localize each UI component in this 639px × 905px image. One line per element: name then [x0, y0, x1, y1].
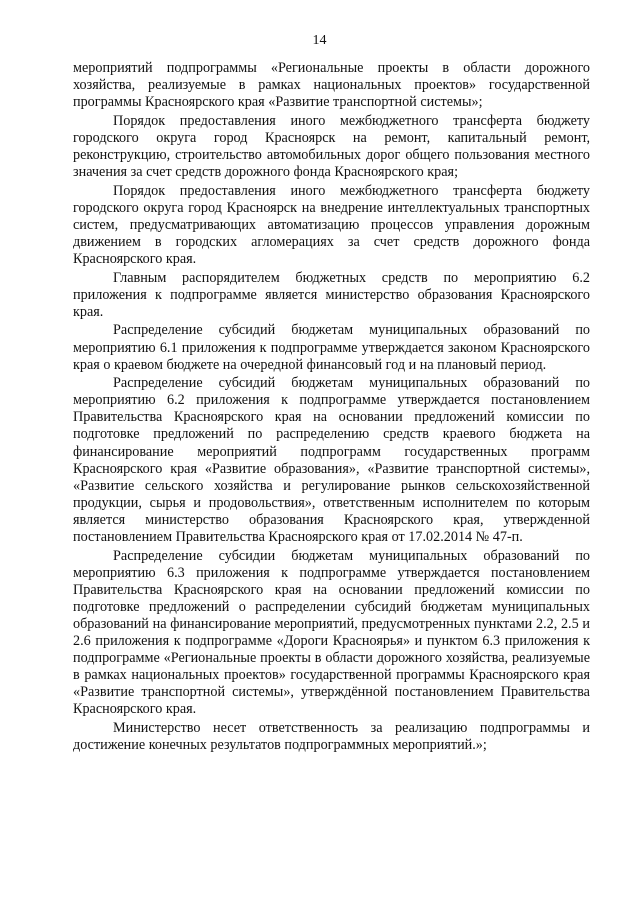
page-number: 14 — [312, 33, 327, 48]
paragraph-subsidy-distribution-6-2: Распределение субсидий бюджетам муниципальных образований по мероприятию 6.2 приложения к подпрограмме утверждается постановлением Правительства Красноярского края на основании предложений комиссии по подготовке предложений по распределению средств краевого бюджета на финансирование мероприятий подпрограмм государственных программ Красноярского края «Развитие образования», «Развитие транспортной системы», «Развитие сельского хозяйства и регулирование рынков сельскохозяйственной продукции, сырья и продовольствия», ответственным исполнителем по которым является министерство образования Красноярского края, утвержденной постановлением Правительства Красноярского края от 17.02.2014 № 47-п. — [73, 375, 590, 546]
document-body — [73, 60, 590, 754]
paragraph-ministry-responsibility: Министерство несет ответственность за реализацию подпрограммы и достижение конечных результатов подпрограммных мероприятий.»; — [73, 720, 590, 754]
paragraph-transfer-procedure-repair: Порядок предоставления иного межбюджетного трансферта бюджету городского округа город Красноярск на ремонт, капитальный ремонт, реконструкцию, строительство автомобильных дорог общего пользования местного значения за счет средств дорожного фонда Красноярского края; — [73, 112, 590, 181]
paragraph-transfer-procedure-its: Порядок предоставления иного межбюджетного трансферта бюджету городского округа город Красноярск на внедрение интеллектуальных транспортных систем, предусматривающих автоматизацию процессов управления дорожным движением в городских агломерациях за счет средств дорожного фонда Красноярского края. — [73, 182, 590, 268]
paragraph-subsidy-distribution-6-3: Распределение субсидии бюджетам муниципальных образований по мероприятию 6.3 приложения к подпрограмме утверждается постановлением Правительства Красноярского края на основании предложений комиссии по подготовке предложений о распределении субсидий бюджетам муниципальных образований на финансирование мероприятий, предусмотренных пунктами 2.2, 2.5 и 2.6 приложения к подпрограмме «Дороги Красноярья» и пунктом 6.3 приложения к подпрограмме «Региональные проекты в области дорожного хозяйства, реализуемые в рамках национальных проектов» государственной программы Красноярского края «Развитие транспортной системы», утверждённой постановлением Правительства Красноярского края. — [73, 547, 590, 718]
paragraph-subsidy-distribution-6-1: Распределение субсидий бюджетам муниципальных образований по мероприятию 6.1 приложения к подпрограмме утверждается законом Красноярского края о краевом бюджете на очередной финансовый год и на плановый период. — [73, 322, 590, 373]
paragraph-chief-administrator: Главным распорядителем бюджетных средств по мероприятию 6.2 приложения к подпрограмме является министерство образования Красноярского края. — [73, 269, 590, 320]
paragraph-continuation: мероприятий подпрограммы «Региональные проекты в области дорожного хозяйства, реализуемые в рамках национальных проектов» государственной программы Красноярского края «Развитие транспортной системы»; — [73, 60, 590, 111]
